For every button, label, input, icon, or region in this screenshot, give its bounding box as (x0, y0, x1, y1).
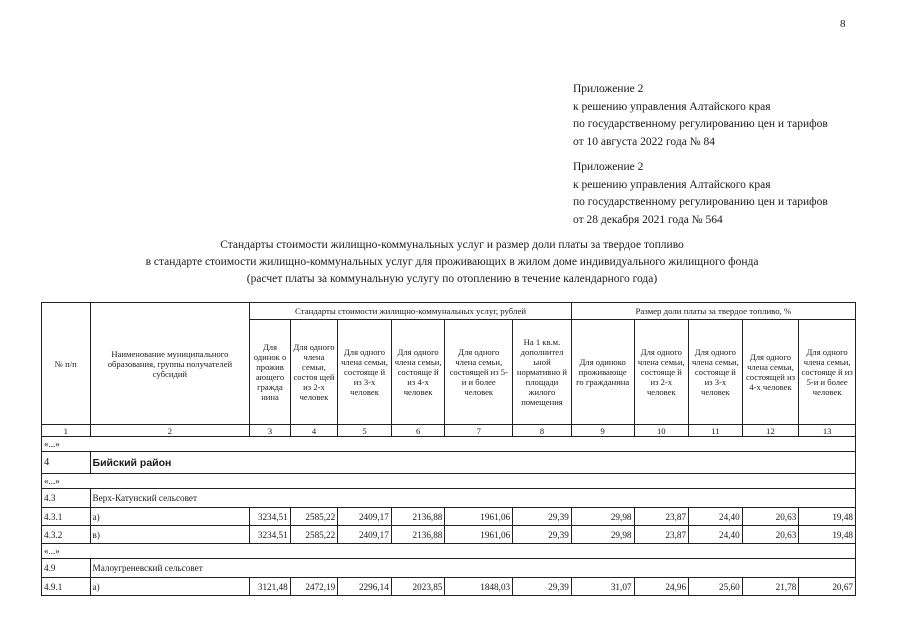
title-line: (расчет платы за коммунальную услугу по отоплению в течение календарного года) (246, 273, 658, 285)
settlement-code: 4.9 (42, 559, 91, 578)
value-cell: 20,63 (742, 508, 799, 526)
header-col-11: Для одного члена семьи, состояще й из 3-х человек (689, 320, 743, 425)
column-number: 1 (42, 425, 91, 437)
value-cell: 2136,88 (391, 508, 445, 526)
settlement-row (42, 559, 856, 578)
value-cell: 2472,19 (290, 578, 338, 596)
settlement-name: Верх-Катунский сельсовет (90, 489, 855, 508)
settlement-code: 4.3 (42, 489, 91, 508)
column-number: 11 (689, 425, 743, 437)
value-cell: 23,87 (634, 508, 689, 526)
value-cell: 1961,06 (445, 526, 513, 544)
header-col-7: Для одного члена семьи, состоящей из 5-и и более человек (445, 320, 513, 425)
value-cell: 20,63 (742, 526, 799, 544)
row-code: 4.9.1 (42, 578, 91, 596)
ellipsis-cell: «...» (42, 474, 856, 489)
value-cell: 2585,22 (290, 526, 338, 544)
row-code: 4.3.1 (42, 508, 91, 526)
value-cell: 24,96 (634, 578, 689, 596)
value-cell: 3234,51 (250, 526, 290, 544)
row-label: а) (90, 578, 250, 596)
row-label: в) (90, 526, 250, 544)
column-number: 7 (445, 425, 513, 437)
appendix-line: по государственному регулированию цен и тарифов (573, 196, 828, 208)
header-col-3: Для одинок о прожив ающего гражда нина (250, 320, 290, 425)
value-cell: 2585,22 (290, 508, 338, 526)
appendix-line: к решению управления Алтайского края (573, 100, 771, 113)
value-cell: 23,87 (634, 526, 689, 544)
header-np: № п/п (42, 303, 91, 425)
settlement-name: Малоугреневский сельсовет (90, 559, 855, 578)
column-number: 8 (513, 425, 572, 437)
column-number: 5 (338, 425, 392, 437)
appendix-header-current (573, 81, 828, 151)
appendix-line: от 10 августа 2022 года № 84 (573, 135, 716, 148)
ellipsis-row (42, 437, 856, 452)
ellipsis-row (42, 474, 856, 489)
value-cell: 2296,14 (338, 578, 392, 596)
column-number: 9 (571, 425, 634, 437)
table-row (42, 508, 856, 526)
value-cell: 1848,03 (445, 578, 513, 596)
appendix-header-previous (573, 159, 828, 229)
header-col-4: Для одного члена семьи, состоя щей из 2-х человек (290, 320, 338, 425)
settlement-row (42, 489, 856, 508)
value-cell: 19,48 (799, 508, 856, 526)
column-number: 13 (799, 425, 856, 437)
value-cell: 29,39 (513, 526, 572, 544)
value-cell: 2409,17 (338, 526, 392, 544)
column-number: 2 (90, 425, 250, 437)
value-cell: 2136,88 (391, 526, 445, 544)
header-col-8: На 1 кв.м. дополнител ьной нормативно й площади жилого помещения (513, 320, 572, 425)
value-cell: 19,48 (799, 526, 856, 544)
value-cell: 29,39 (513, 578, 572, 596)
document-title (48, 237, 856, 288)
header-col-13: Для одного члена семьи, состояще й из 5-и и более человек (799, 320, 856, 425)
header-group-share: Размер доли платы за твердое топливо, % (571, 303, 855, 320)
header-col-12: Для одного члена семьи, состоящей из 4-х человек (742, 320, 799, 425)
column-number: 4 (290, 425, 338, 437)
value-cell: 29,98 (571, 508, 634, 526)
district-code: 4 (42, 452, 91, 474)
ellipsis-row (42, 544, 856, 559)
appendix-line: по государственному регулированию цен и тарифов (573, 118, 828, 130)
value-cell: 24,40 (689, 508, 743, 526)
value-cell: 2409,17 (338, 508, 392, 526)
table-row (42, 578, 856, 596)
column-number: 12 (742, 425, 799, 437)
page-number: 8 (840, 18, 846, 30)
title-line: в стандарте стоимости жилищно-коммунальных услуг для проживающих в жилом доме индивидуального жилищного фонда (145, 256, 759, 268)
title-line: Стандарты стоимости жилищно-коммунальных услуг и размер доли платы за твердое топливо (220, 239, 684, 251)
value-cell: 3121,48 (250, 578, 290, 596)
header-col-10: Для одного члена семьи, состояще й из 2-х человек (634, 320, 689, 425)
tariff-table (41, 302, 856, 596)
value-cell: 31,07 (571, 578, 634, 596)
value-cell: 1961,06 (445, 508, 513, 526)
column-number-row (42, 425, 856, 437)
header-col-6: Для одного члена семьи, состояще й из 4-х человек (391, 320, 445, 425)
column-number: 6 (391, 425, 445, 437)
header-col-5: Для одного члена семьи, состояще й из 3-х человек (338, 320, 392, 425)
ellipsis-cell: «...» (42, 544, 856, 559)
header-name: Наименование муниципального образования, группы получателей субсидий (90, 303, 250, 425)
district-row (42, 452, 856, 474)
value-cell: 25,60 (689, 578, 743, 596)
value-cell: 29,39 (513, 508, 572, 526)
table-row (42, 526, 856, 544)
value-cell: 24,40 (689, 526, 743, 544)
header-group-standards: Стандарты стоимости жилищно-коммунальных услуг, рублей (250, 303, 572, 320)
ellipsis-cell: «...» (42, 437, 856, 452)
appendix-line: Приложение 2 (573, 83, 644, 95)
value-cell: 29,98 (571, 526, 634, 544)
header-col-9: Для одиноко проживающе го гражданина (571, 320, 634, 425)
appendix-line: к решению управления Алтайского края (573, 178, 771, 191)
column-number: 3 (250, 425, 290, 437)
value-cell: 21,78 (742, 578, 799, 596)
value-cell: 2023,85 (391, 578, 445, 596)
appendix-line: Приложение 2 (573, 161, 644, 173)
row-code: 4.3.2 (42, 526, 91, 544)
value-cell: 3234,51 (250, 508, 290, 526)
district-name-cell (90, 452, 855, 474)
appendix-line: от 28 декабря 2021 года № 564 (573, 213, 723, 226)
row-label: а) (90, 508, 250, 526)
district-name: Бийский район (92, 456, 172, 469)
value-cell: 20,67 (799, 578, 856, 596)
column-number: 10 (634, 425, 689, 437)
